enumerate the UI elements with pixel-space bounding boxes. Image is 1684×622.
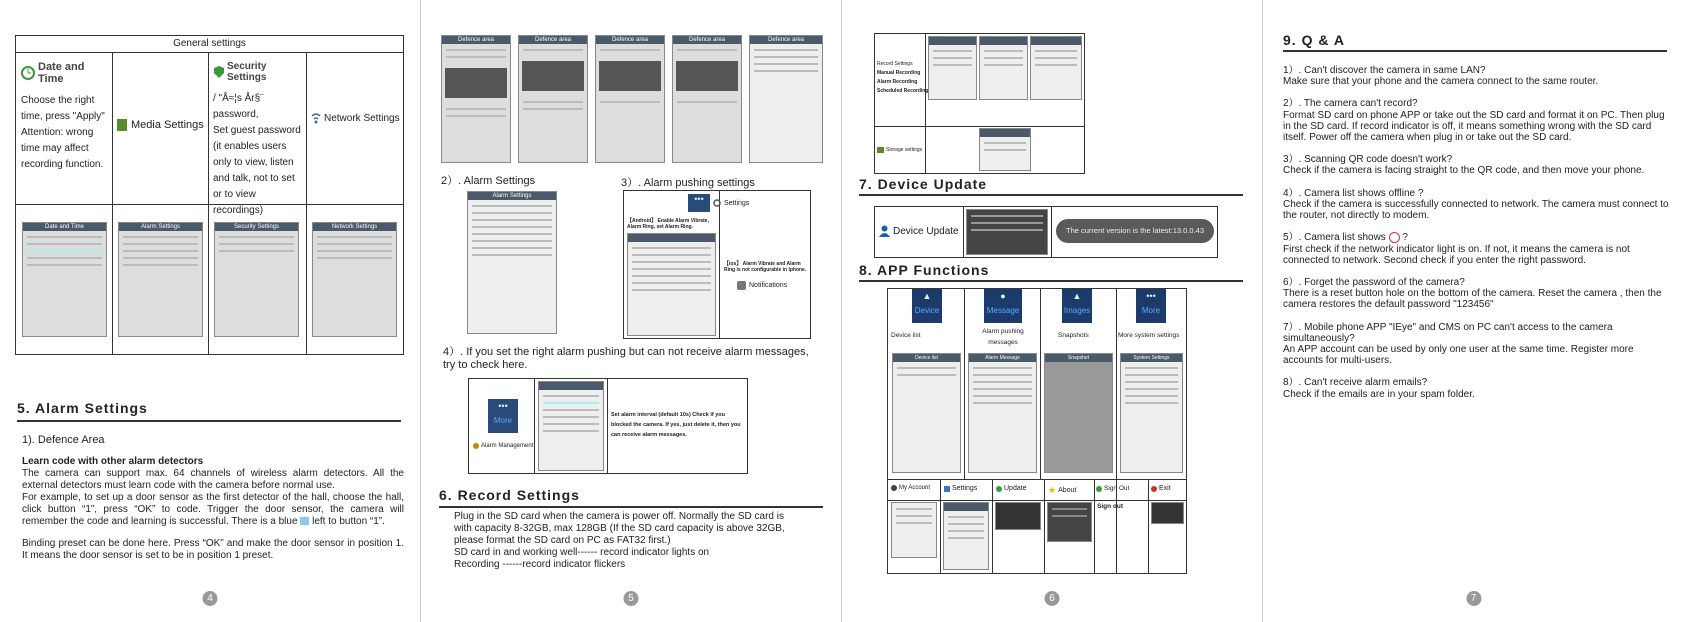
security-text-1: / "Å≈¦s År§¨ [213,93,264,104]
general-settings-table [15,35,404,355]
alarm-pushing-box [623,190,811,339]
update-screenshot [966,209,1048,255]
record-text: Plug in the SD card when the camera is power off. Normally the SD card is with capacity 8-32GB, max 128GB (If the SD card capacity is above 32GB, please format the SD card on PC as FAT32 first.) SD card in and working well------ record indicator lights on Recording ------record indicator flickers [454,511,785,570]
sign-out-icon [1096,486,1102,492]
record-settings-heading: 6. Record Settings [439,487,823,508]
alarm-pushing-label: Alarm pushing messages [982,328,1024,346]
qa-item-7: 7）. Mobile phone APP "IEye" and CMS on PC can't access to the camera simultaneously? An APP account can be used by only one user at the same time. Register more accounts for multi-users. [1283,321,1634,367]
media-cell [116,118,208,132]
more-settings-label: More system settings [1118,332,1180,339]
network-label: Network Settings [324,112,400,124]
record-shot-1 [928,36,977,100]
alarm-settings-caption: 2）. Alarm Settings [441,175,536,187]
alarm-interval-screenshot [538,381,604,471]
table-title: General settings [16,36,403,53]
page-4 [0,0,421,622]
page-number: 6 [1045,591,1060,606]
qa-item-1: 1）. Can't discover the camera in same LAN? Make sure that your phone and the camera connect to the same router. [1283,65,1599,88]
more-icon: ••• [688,194,710,212]
qa-item-6: 6）. Forget the password of the camera? There is a reset button hole on the bottom of the camera. Reset the camera , then the camera restores the default password "123456" [1283,276,1662,311]
device-list-label: Device list [891,332,921,339]
security-text-2: password, [213,109,259,120]
defence-area-sub: 1). Defence Area [22,434,105,446]
date-time-cell [21,61,109,173]
system-settings-shot: System Settings [1120,353,1183,473]
record-labels: Record Settings Manual Recording Alarm Recording Scheduled Recording [877,61,929,94]
defence-shot-4: Defence area [672,35,742,163]
storage-shot [979,128,1031,171]
menu-sign-out: Sign Out [1096,485,1129,492]
alarm-settings-screenshot: Alarm Settings [118,222,203,337]
device-app-icon: ▲ Device [912,289,942,323]
record-settings-table [874,33,1085,174]
para-2: For example, to set up a door sensor as the first detector of the hall, choose the hall, click button “1”, press “OK” to code. Trigger the door sensor, the camera will remember the code and learning is successful. There is a blue [22,492,404,527]
push-settings-screenshot [627,233,716,336]
update-icon [996,486,1002,492]
media-label: Media Settings [131,119,204,131]
menu-settings: Settings [944,485,977,492]
version-badge: The current version is the latest:13.0.0.43 [1056,219,1214,243]
offline-status-icon [1389,232,1400,243]
alarm-settings-heading: 5. Alarm Settings [17,400,401,422]
star-icon: ★ [1048,485,1057,495]
network-cell [310,111,404,125]
snapshot-shot: Snapshot [1044,353,1113,473]
qa-item-8: 8）. Can't receive alarm emails? Check if the emails are in your spam folder. [1283,377,1475,400]
security-settings-screenshot: Security Settings [214,222,299,337]
gear-icon [944,486,950,492]
record-shot-3 [1030,36,1082,100]
update-menu-shot [995,502,1041,530]
shield-icon [213,65,225,79]
snapshots-label: Snapshots [1058,332,1089,339]
bell-icon [473,443,479,449]
blue-check-icon [300,517,309,525]
user-icon [891,485,897,491]
network-settings-screenshot: Network Settings [312,222,397,337]
device-update-box [874,206,1218,258]
qa-item-4: 4）. Camera list shows offline ? Check if the camera is successfully connected to network. The camera must connect to the router, not directly to modem. [1283,187,1669,222]
wifi-icon [310,111,322,125]
para-3: Binding preset can be done here. Press “OK” and make the door sensor in position 1. It means the door sensor is set to be in position 1 preset. [22,538,404,561]
device-list-shot: Device list [892,353,961,473]
more-app-icon: ••• More [1136,289,1166,323]
settings-label: Settings [724,199,750,207]
alarm-settings-screenshot: Alarm Settings [467,191,557,334]
about-shot [1047,502,1092,542]
page-number: 4 [203,591,218,606]
security-text-3: Set guest password (it enables users only to view, listen and talk, not to set or to view recordings) [213,125,301,216]
clock-icon [21,66,35,80]
notifications-icon [737,281,746,290]
exit-shot [1151,502,1184,524]
defence-shot-2: Defence area [518,35,588,163]
date-time-screenshot: Date and Time [22,222,107,337]
images-app-icon: ▲ Images [1062,289,1092,323]
defence-shot-5: Defence area [749,35,823,163]
date-time-text: Choose the right time, press "Apply" Attention: wrong time may affect recording function. [21,95,105,170]
settings-shot [943,502,989,570]
qa-item-2: 2）. The camera can't record? Format SD card on phone APP or take out the SD card and format it on PC. Then plug in the SD card. If record indicator is off, it means something wrong with the SD card itself. Power off the camera when plug in or take out the SD card. [1283,98,1665,144]
qa-heading: 9. Q & A [1283,32,1667,52]
storage-icon [877,147,884,153]
check-caption: 4）. If you set the right alarm pushing but can not receive alarm messages, try to check here. [443,346,809,371]
sd-card-icon [116,118,128,132]
menu-my-account: My Account [891,485,930,491]
device-update-heading: 7. Device Update [859,176,1243,196]
security-label: Security Settings [227,61,267,83]
notifications-label: Notifications [749,282,788,289]
alarm-pushing-caption: 3）. Alarm pushing settings [621,177,755,189]
exit-icon [1151,486,1157,492]
more-app-icon: ••• More [488,399,518,433]
menu-about: ★ About [1048,485,1077,495]
alarm-management-label: Alarm Management [481,443,534,449]
qa-item-3: 3）. Scanning QR code doesn't work? Check if the camera is facing straight to the QR code, and then move your phone. [1283,154,1645,177]
para-1: The camera can support max. 64 channels of wireless alarm detectors. All the external detectors must learn code with the camera before normal use. [22,468,404,491]
security-cell [213,61,305,219]
learn-code-heading: Learn code with other alarm detectors [22,456,204,467]
sign-out-text: Sign out [1097,503,1123,510]
storage-label: Storage settings [886,147,923,153]
defence-shot-1: Defence area [441,35,511,163]
record-shot-2 [979,36,1028,100]
app-functions-table [887,288,1187,574]
account-shot [891,502,937,558]
qa-list [1283,65,1669,411]
android-note: 【Android】 Enable Alarm Vibrate, Alarm Ring, set Alarm Ring. [627,218,709,230]
menu-update: Update [996,485,1027,492]
page-number: 5 [624,591,639,606]
message-app-icon: ● Message [984,289,1022,323]
menu-exit: Exit [1151,485,1171,492]
alarm-management-box [468,378,748,474]
date-time-label: Date and Time [38,61,85,85]
page-number: 7 [1466,591,1481,606]
user-icon [879,225,890,237]
para-2-end: left to button “1”. [312,516,385,527]
page-6 [842,0,1263,622]
app-functions-heading: 8. APP Functions [859,262,1243,282]
page-7 [1263,0,1684,622]
page-5 [421,0,842,622]
ios-note: 【ios】 Alarm Vibrate and Alarm Ring is not configurable in Iphone. [724,261,807,273]
defence-shot-3: Defence area [595,35,665,163]
device-update-label: Device Update [893,225,959,237]
qa-item-5: 5）. Camera list shows ? First check if the network indicator light is on. If not, it means the camera is not connected to network. Second check if you enter the right password. [1283,232,1630,266]
check-text: Set alarm interval (default 10s) Check if you blocked the camera. If yes, just delete it, then you can receive alarm messages. [611,412,741,438]
alarm-message-shot: Alarm Message [968,353,1037,473]
gear-icon [713,199,721,207]
